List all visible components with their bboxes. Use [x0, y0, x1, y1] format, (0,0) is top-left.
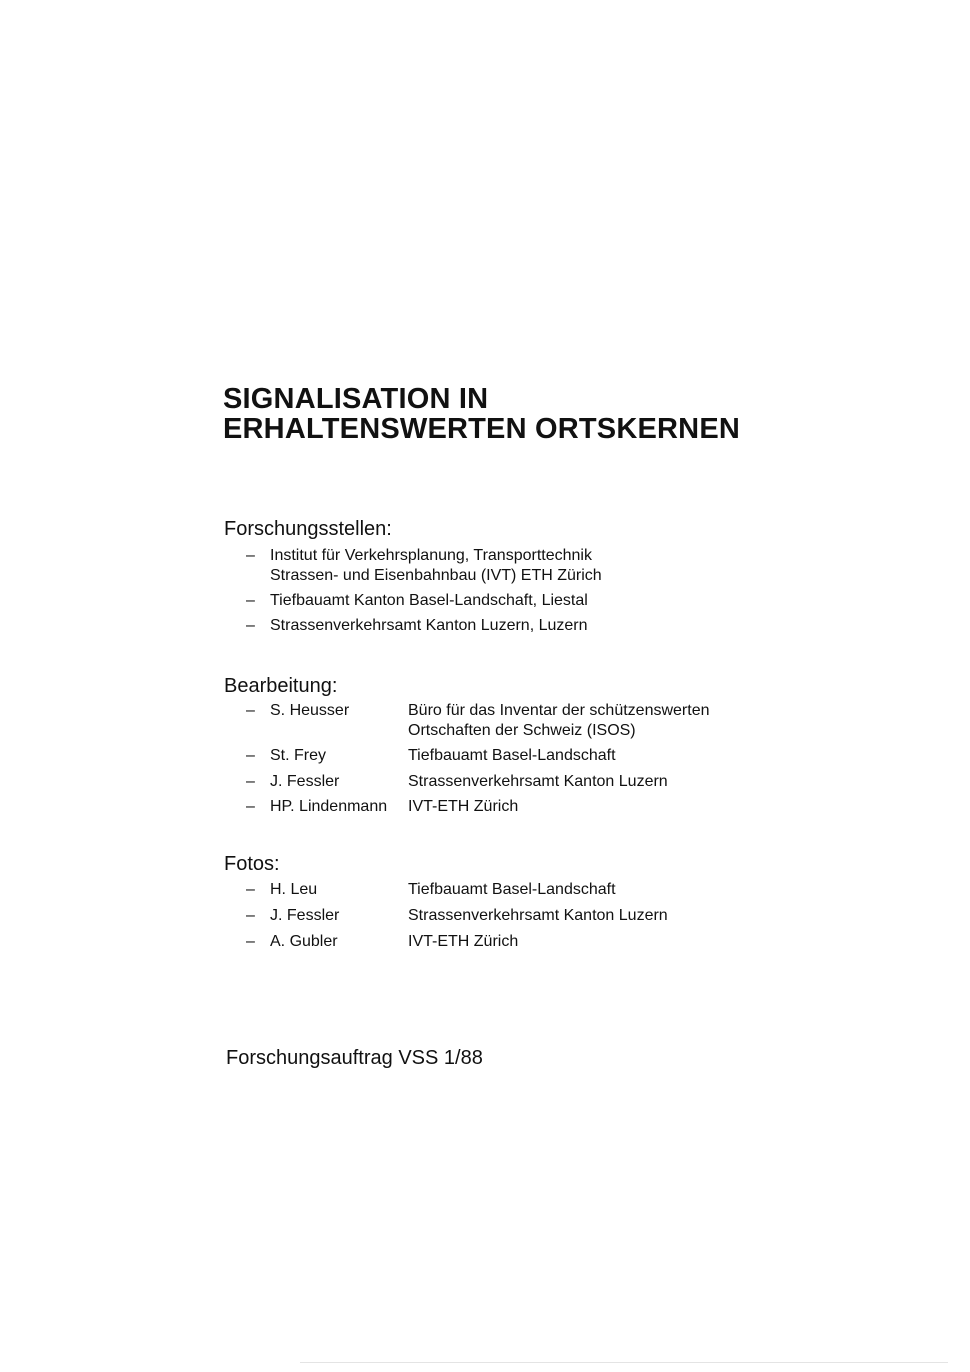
- person-name: St. Frey: [270, 747, 327, 764]
- list-dash: –: [246, 702, 255, 719]
- person-organization: Tiefbauamt Basel-Landschaft: [408, 881, 616, 898]
- person-organization: Strassenverkehrsamt Kanton Luzern: [408, 773, 668, 790]
- list-item: [246, 591, 602, 611]
- fotos-heading: Fotos:: [224, 853, 280, 875]
- list-dash: –: [246, 798, 255, 815]
- list-dash: –: [246, 773, 255, 790]
- person-name: A. Gubler: [270, 933, 338, 950]
- list-dash: –: [246, 907, 255, 924]
- person-name: J. Fessler: [270, 773, 340, 790]
- title-line-1: SIGNALISATION IN: [223, 383, 489, 415]
- scan-edge-divider: [300, 1362, 948, 1363]
- list-item-text: Institut für Verkehrsplanung, Transporttechnik: [270, 547, 592, 564]
- forschungsstellen-heading: Forschungsstellen:: [224, 518, 392, 540]
- list-item: [246, 546, 602, 586]
- forschungsstellen-list: [246, 546, 602, 636]
- person-organization: IVT-ETH Zürich: [408, 933, 519, 950]
- document-title: [223, 384, 740, 444]
- person-organization: IVT-ETH Zürich: [408, 798, 519, 815]
- list-dash: –: [246, 881, 255, 898]
- title-line-2: ERHALTENSWERTEN ORTSKERNEN: [223, 413, 741, 445]
- person-name: HP. Lindenmann: [270, 798, 388, 815]
- person-organization: Strassenverkehrsamt Kanton Luzern: [408, 907, 668, 924]
- list-item-text: Strassen- und Eisenbahnbau (IVT) ETH Zürich: [270, 567, 602, 584]
- list-item-text: Tiefbauamt Kanton Basel-Landschaft, Liestal: [270, 592, 588, 609]
- list-dash: –: [246, 547, 255, 564]
- research-contract-label: Forschungsauftrag VSS 1/88: [226, 1047, 483, 1069]
- list-dash: –: [246, 617, 255, 634]
- list-item-text: Strassenverkehrsamt Kanton Luzern, Luzern: [270, 617, 588, 634]
- bearbeitung-heading: Bearbeitung:: [224, 675, 338, 697]
- person-name: J. Fessler: [270, 907, 340, 924]
- person-organization: Ortschaften der Schweiz (ISOS): [408, 722, 636, 739]
- person-organization: Tiefbauamt Basel-Landschaft: [408, 747, 616, 764]
- list-dash: –: [246, 592, 255, 609]
- person-name: H. Leu: [270, 881, 318, 898]
- list-item: [246, 616, 602, 636]
- list-dash: –: [246, 933, 255, 950]
- list-dash: –: [246, 747, 255, 764]
- person-name: S. Heusser: [270, 702, 350, 719]
- person-organization: Büro für das Inventar der schützenswerten: [408, 702, 710, 719]
